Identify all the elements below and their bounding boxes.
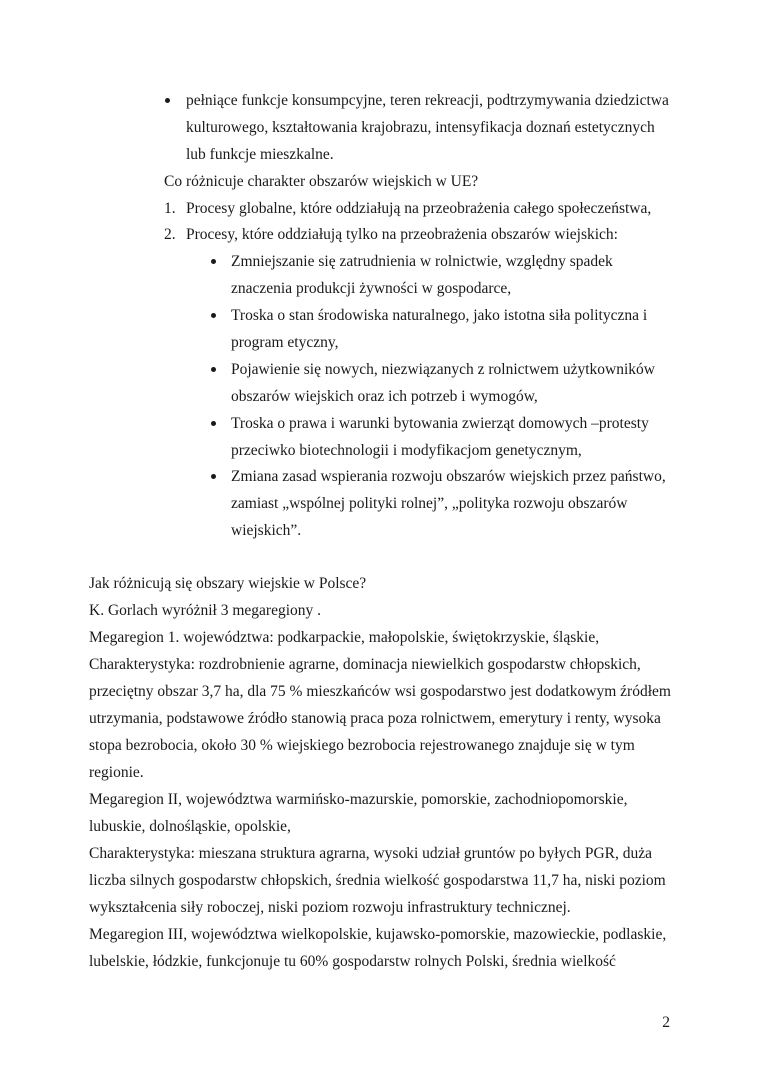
text-line: przeciętny obszar 3,7 ha, dla 75 % mieszkańców wsi gospodarstwo jest dodatkowym źródłem — [89, 683, 671, 700]
bullet-dot — [211, 474, 216, 479]
text-line: Megaregion 1. województwa: podkarpackie, małopolskie, świętokrzyskie, śląskie, — [89, 629, 600, 646]
question-line: Co różnicuje charakter obszarów wiejskich w UE? — [164, 173, 479, 190]
list-number: 2. — [164, 226, 176, 243]
text-line: lubuskie, dolnośląskie, opolskie, — [89, 818, 291, 835]
text-line: Megaregion III, województwa wielkopolskie, kujawsko-pomorskie, mazowieckie, podlaskie, — [89, 926, 667, 943]
list-item: Procesy, które oddziałują tylko na przeobrażenia obszarów wiejskich: — [186, 226, 618, 243]
text-line: przeciwko biotechnologii i modyfikacjom genetycznym, — [231, 442, 582, 459]
bullet-dot — [211, 313, 216, 318]
text-line: utrzymania, podstawowe źródło stanowią praca poza rolnictwem, emerytury i renty, wysoka — [89, 710, 661, 727]
text-line: obszarów wiejskich oraz ich potrzeb i wymogów, — [231, 388, 538, 405]
text-line: Charakterystyka: rozdrobnienie agrarne, dominacja niewielkich gospodarstw chłopskich, — [89, 656, 641, 673]
text-line: liczba silnych gospodarstw chłopskich, średnia wielkość gospodarstwa 11,7 ha, niski poziom — [89, 872, 666, 889]
bullet-dot — [211, 259, 216, 264]
text-line: zamiast „wspólnej polityki rolnej”, „polityka rozwoju obszarów — [231, 495, 628, 512]
bullet-dot — [165, 98, 170, 103]
list-number: 1. — [164, 200, 176, 217]
text-line: kulturowego, kształtowania krajobrazu, intensyfikacja doznań estetycznych — [186, 119, 655, 136]
bullet-dot — [211, 367, 216, 372]
page-number: 2 — [662, 1014, 670, 1031]
text-line: znaczenia produkcji żywności w gospodarce, — [231, 280, 512, 297]
text-line: wykształcenia siły roboczej, niski poziom rozwoju infrastruktury technicznej. — [89, 899, 571, 916]
text-line: Zmiana zasad wspierania rozwoju obszarów wiejskich przez państwo, — [231, 468, 666, 485]
text-line: stopa bezrobocia, około 30 % wiejskiego bezrobocia rejestrowanego znajduje się w tym — [89, 737, 635, 754]
text-line: Charakterystyka: mieszana struktura agrarna, wysoki udział gruntów po byłych PGR, duża — [89, 845, 653, 862]
text-line: lub funkcje mieszkalne. — [186, 146, 334, 163]
bullet-dot — [211, 421, 216, 426]
text-line: Troska o prawa i warunki bytowania zwierząt domowych –protesty — [231, 415, 649, 432]
text-line: Megaregion II, województwa warmińsko-mazurskie, pomorskie, zachodniopomorskie, — [89, 791, 628, 808]
text-line: K. Gorlach wyróżnił 3 megaregiony . — [89, 602, 322, 619]
text-line: Troska o stan środowiska naturalnego, jako istotna siła polityczna i — [231, 307, 648, 324]
text-line: wiejskich”. — [231, 522, 302, 539]
text-line: program etyczny, — [231, 334, 339, 351]
text-line: Pojawienie się nowych, niezwiązanych z rolnictwem użytkowników — [231, 361, 655, 378]
list-item: Procesy globalne, które oddziałują na przeobrażenia całego społeczeństwa, — [186, 200, 652, 217]
text-line: regionie. — [89, 764, 144, 781]
text-line: pełniące funkcje konsumpcyjne, teren rekreacji, podtrzymywania dziedzictwa — [186, 92, 669, 109]
text-line: Jak różnicują się obszary wiejskie w Polsce? — [89, 575, 367, 592]
text-line: Zmniejszanie się zatrudnienia w rolnictwie, względny spadek — [231, 253, 613, 270]
text-line: lubelskie, łódzkie, funkcjonuje tu 60% gospodarstw rolnych Polski, średnia wielkość — [89, 953, 616, 970]
